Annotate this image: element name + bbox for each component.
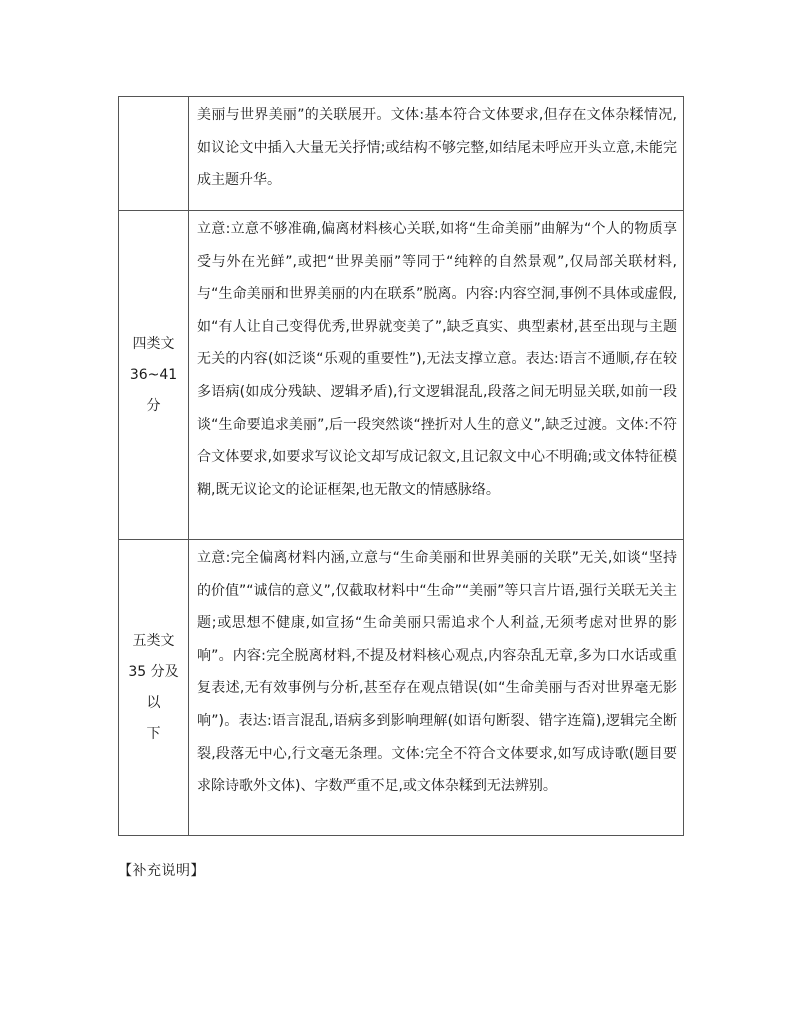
description-cell xyxy=(189,540,684,836)
description-text: 美丽与世界美丽”的关联展开。文体:基本符合文体要求,但存在文体杂糅情况,如议论文中插入大量无关抒情;或结构不够完整,如结尾未呼应开头立意,未能完成主题升华。 xyxy=(197,107,677,189)
description-cell xyxy=(189,97,684,211)
description-text: 立意:立意不够准确,偏离材料核心关联,如将“生命美丽”曲解为“个人的物质享受与外在光鲜”,或把“世界美丽”等同于“纯粹的自然景观”,仅局部关联材料,与“生命美丽和世界美丽的内在联系”脱离。内容:内容空洞,事例不具体或虚假,如“有人让自己变得优秀,世界就变美了”,缺乏真实、典型素材,甚至出现与主题无关的内容(如泛谈“乐观的重要性”),无法支撑立意。表达:语言不通顺,存在较多语病(如成分残缺、逻辑矛盾),行文逻辑混乱,段落之间无明显关联,如前一段谈“生命要追求美丽”,后一段突然谈“挫折对人生的意义”,缺乏过渡。文体:不符合文体要求,如要求写议论文却写成记叙文,且记叙文中心不明确;或文体特征模糊,既无议论文的论证框架,也无散文的情感脉络。 xyxy=(197,221,677,498)
grade-cell xyxy=(119,97,189,211)
grade-label: 四类文 xyxy=(132,335,175,352)
grade-score: 36~41 分 xyxy=(129,366,178,414)
rubric-table xyxy=(118,96,684,836)
table-row xyxy=(119,211,684,540)
grade-cell xyxy=(119,211,189,540)
grade-score-cont: 下 xyxy=(146,725,161,742)
supplementary-note-heading: 【补充说明】 xyxy=(118,863,205,879)
table-row xyxy=(119,540,684,836)
table-row xyxy=(119,97,684,211)
description-text: 立意:完全偏离材料内涵,立意与“生命美丽和世界美丽的关联”无关,如谈“坚持的价值”“诚信的意义”,仅截取材料中“生命”“美丽”等只言片语,强行关联无关主题;或思想不健康,如宣扬“生命美丽只需追求个人利益,无须考虑对世界的影响”。内容:完全脱离材料,不提及材料核心观点,内容杂乱无章,多为口水话或重复表述,无有效事例与分析,甚至存在观点错误(如“生命美丽与否对世界毫无影响”)。表达:语言混乱,语病多到影响理解(如语句断裂、错字连篇),逻辑完全断裂,段落无中心,行文毫无条理。文体:完全不符合文体要求,如写成诗歌(题目要求除诗歌外文体)、字数严重不足,或文体杂糅到无法辨别。 xyxy=(197,550,677,795)
grade-score: 35 分及以 xyxy=(128,663,179,711)
grade-cell xyxy=(119,540,189,836)
grade-label: 五类文 xyxy=(132,632,175,649)
description-cell xyxy=(189,211,684,540)
